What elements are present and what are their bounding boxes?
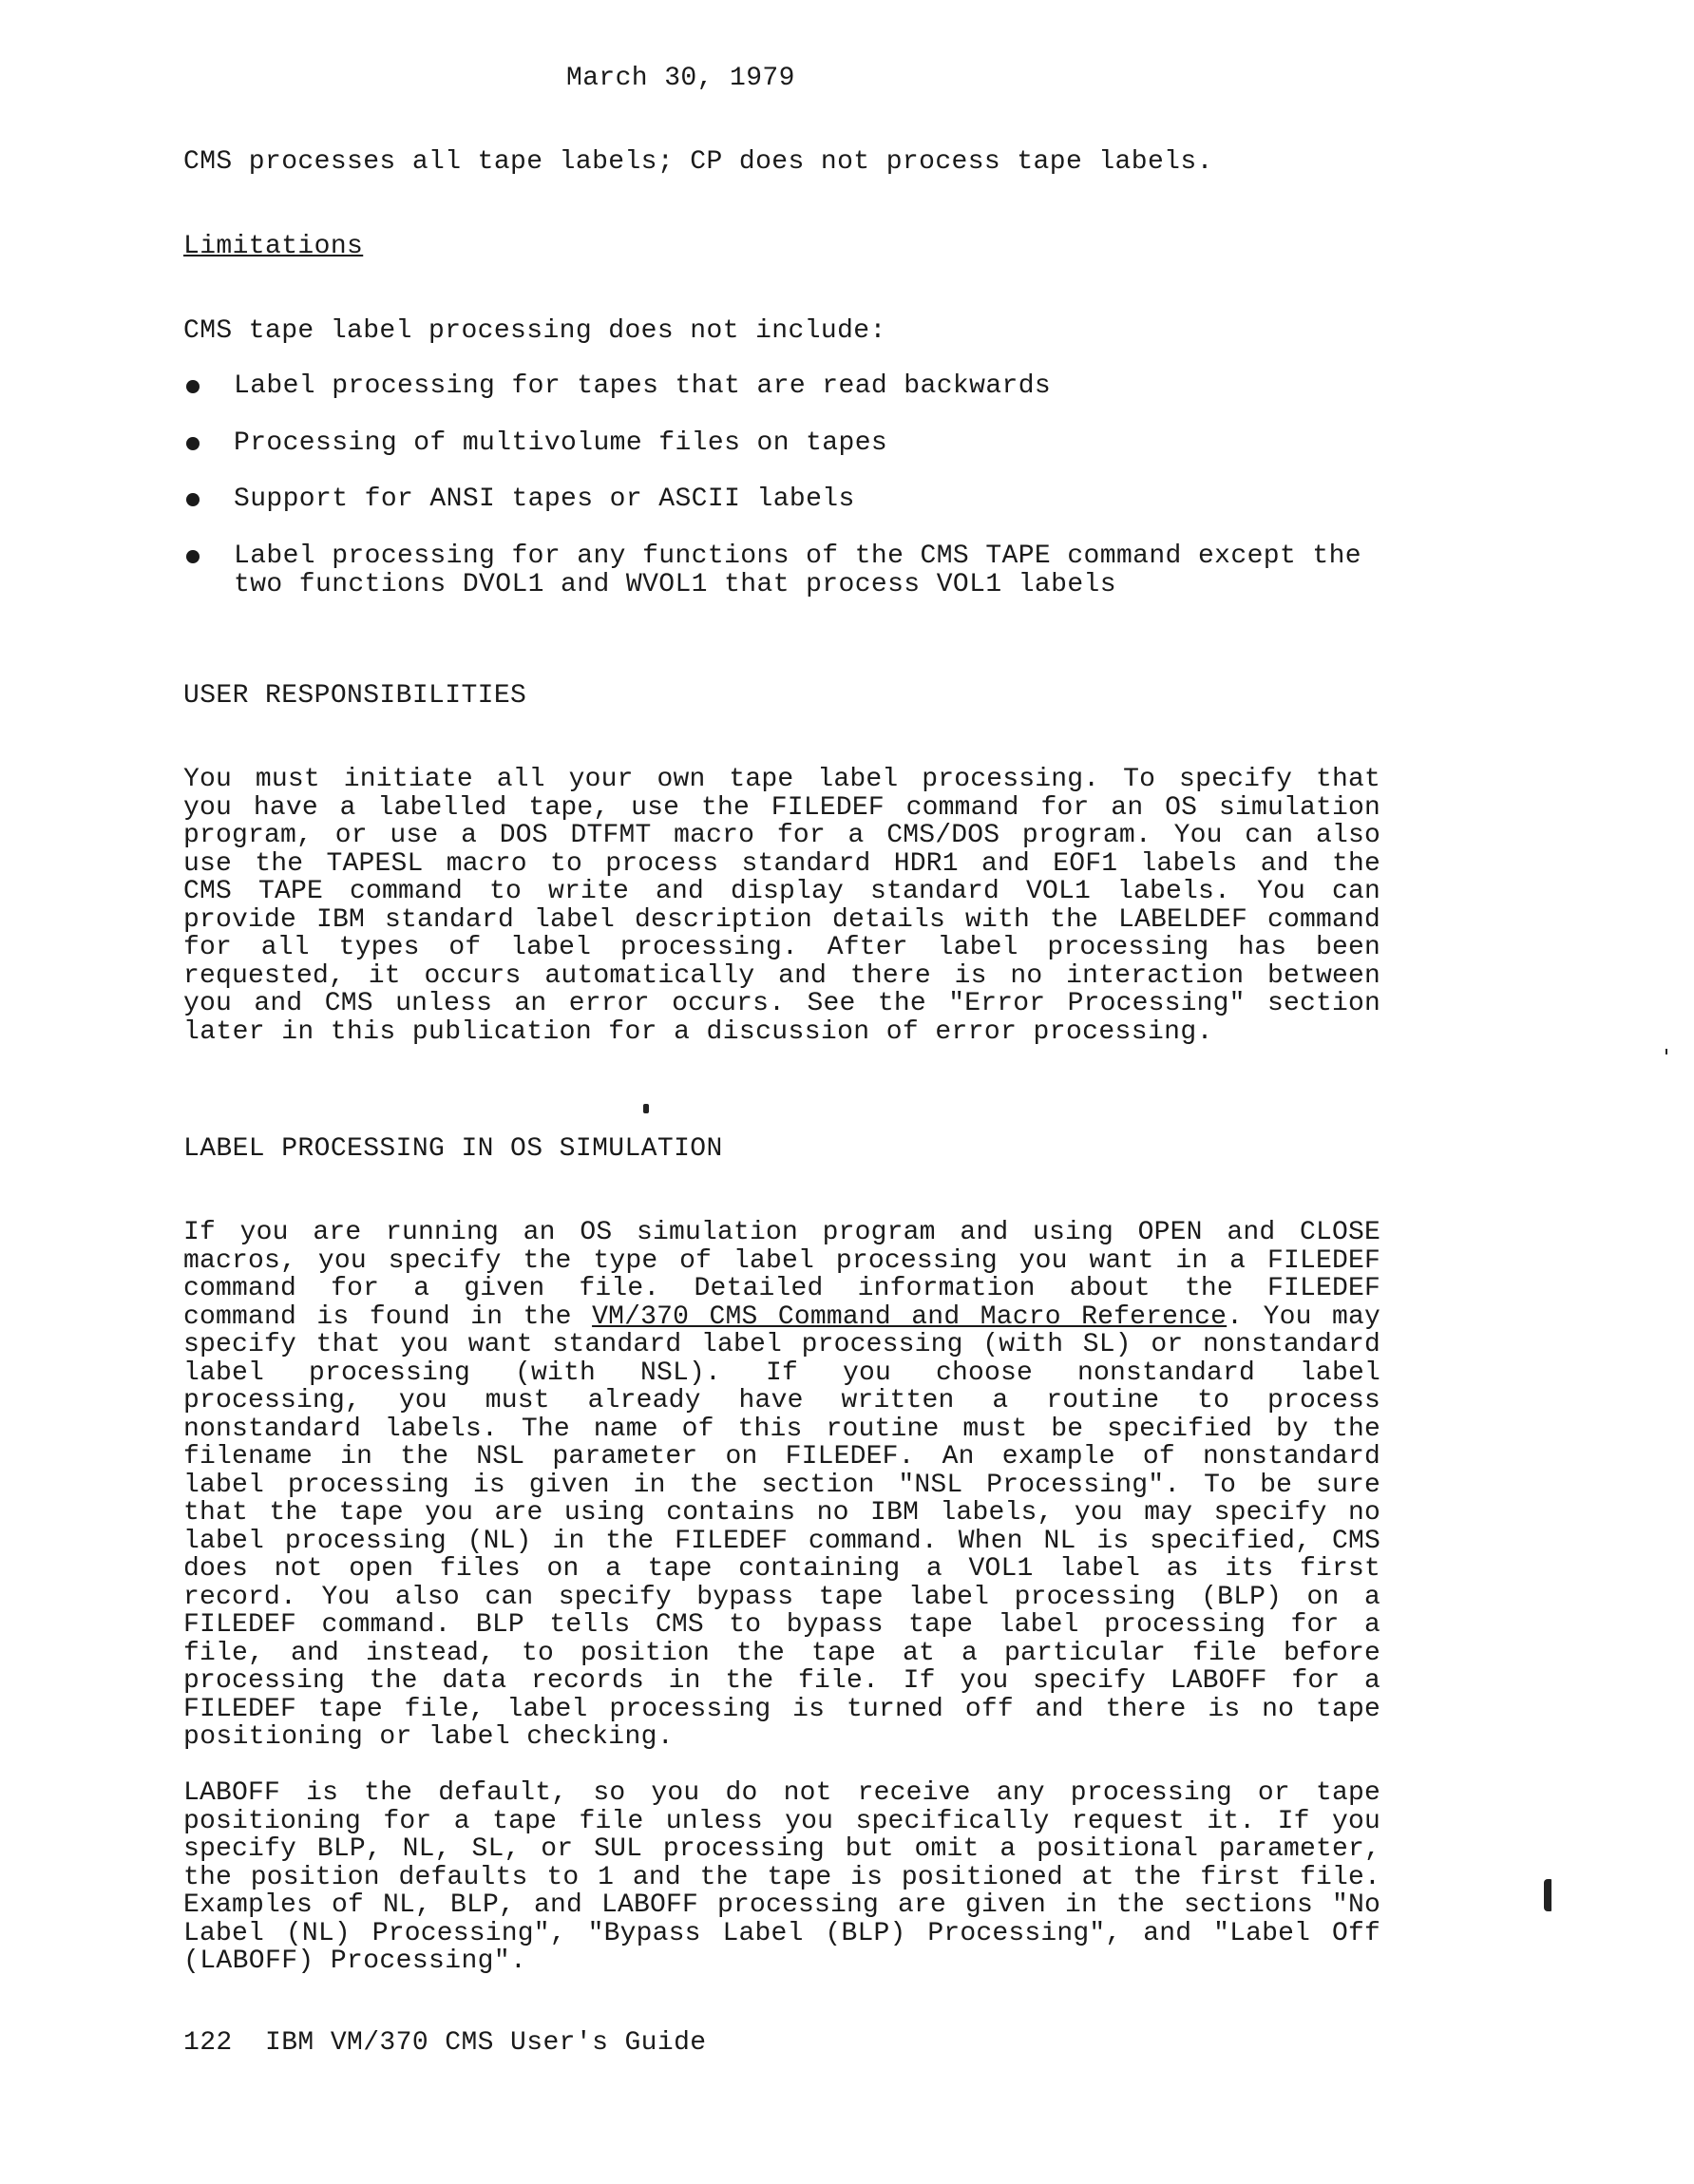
page-footer: 122 IBM VM/370 CMS User's Guide bbox=[183, 2028, 707, 2058]
paragraph-line: If you are running an OS simulation program and using OPEN and CLOSE bbox=[183, 1218, 1380, 1247]
limitation-item: Processing of multivolume files on tapes bbox=[234, 428, 888, 458]
section-heading-label-processing-os: LABEL PROCESSING IN OS SIMULATION bbox=[183, 1134, 723, 1164]
paragraph-line: FILEDEF tape file, label processing is turned off and there is no tape bbox=[183, 1695, 1380, 1724]
paragraph-line: processing, you must already have written a routine to process bbox=[183, 1386, 1380, 1415]
limitations-heading: Limitations bbox=[183, 232, 364, 261]
paragraph-line: LABOFF is the default, so you do not receive any processing or tape bbox=[183, 1778, 1380, 1808]
paragraph-line: specify BLP, NL, SL, or SUL processing but omit a positional parameter, bbox=[183, 1834, 1380, 1864]
paragraph-line: (LABOFF) Processing". bbox=[183, 1947, 527, 1976]
paragraph-line: Label (NL) Processing", "Bypass Label (BLP) Processing", and "Label Off bbox=[183, 1919, 1380, 1948]
paragraph-line: Examples of NL, BLP, and LABOFF processing are given in the sections "No bbox=[183, 1890, 1380, 1920]
stray-mark bbox=[643, 1104, 649, 1113]
bullet-dot bbox=[186, 380, 200, 393]
publication-reference: VM/370 CMS Command and Macro Reference bbox=[592, 1302, 1228, 1332]
paragraph-line: requested, it occurs automatically and there is no interaction between bbox=[183, 961, 1380, 991]
paragraph-line: macros, you specify the type of label processing you want in a FILEDEF bbox=[183, 1246, 1380, 1276]
paragraph-line: label processing (NL) in the FILEDEF command. When NL is specified, CMS bbox=[183, 1527, 1380, 1556]
paragraph-line: for all types of label processing. After label processing has been bbox=[183, 933, 1380, 962]
paragraph-line: use the TAPESL macro to process standard HDR1 and EOF1 labels and the bbox=[183, 849, 1380, 879]
bullet-dot bbox=[186, 550, 200, 563]
paragraph-line: program, or use a DOS DTFMT macro for a CMS/DOS program. You can also bbox=[183, 821, 1380, 850]
bullet-dot bbox=[186, 493, 200, 506]
paragraph-line: you have a labelled tape, use the FILEDEF command for an OS simulation bbox=[183, 793, 1380, 823]
paragraph-line: the position defaults to 1 and the tape is positioned at the first file. bbox=[183, 1863, 1380, 1892]
paragraph-line: You must initiate all your own tape label processing. To specify that bbox=[183, 765, 1380, 794]
limitations-lead: CMS tape label processing does not include: bbox=[183, 316, 886, 346]
paragraph-line: positioning or label checking. bbox=[183, 1722, 675, 1752]
section-heading-user-responsibilities: USER RESPONSIBILITIES bbox=[183, 681, 527, 711]
paragraph-line: positioning for a tape file unless you specifically request it. If you bbox=[183, 1807, 1380, 1836]
paragraph-line: label processing (with NSL). If you choose nonstandard label bbox=[183, 1358, 1380, 1388]
paragraph-line: later in this publication for a discussion of error processing. bbox=[183, 1017, 1213, 1047]
paragraph-line: processing the data records in the file. If you specify LABOFF for a bbox=[183, 1666, 1380, 1696]
paragraph-line: command for a given file. Detailed information about the FILEDEF bbox=[183, 1274, 1380, 1303]
limitation-item: Support for ANSI tapes or ASCII labels bbox=[234, 484, 855, 514]
paragraph-line: FILEDEF command. BLP tells CMS to bypass tape label processing for a bbox=[183, 1610, 1380, 1640]
paragraph-line: specify that you want standard label processing (with SL) or nonstandard bbox=[183, 1330, 1380, 1359]
margin-revision-mark bbox=[1544, 1879, 1551, 1911]
limitation-item: Label processing for tapes that are read backwards bbox=[234, 371, 1052, 401]
paragraph-line: that the tape you are using contains no IBM labels, you may specify no bbox=[183, 1498, 1380, 1528]
intro-text: CMS processes all tape labels; CP does not process tape labels. bbox=[183, 147, 1213, 177]
bullet-dot bbox=[186, 437, 200, 450]
stray-mark bbox=[1665, 1049, 1667, 1054]
paragraph-line: nonstandard labels. The name of this routine must be specified by the bbox=[183, 1415, 1380, 1444]
text-segment: command is found in the bbox=[183, 1302, 593, 1332]
paragraph-line: does not open files on a tape containing a VOL1 label as its first bbox=[183, 1554, 1380, 1584]
text-segment: . You may bbox=[1227, 1302, 1380, 1332]
paragraph-line: you and CMS unless an error occurs. See the "Error Processing" section bbox=[183, 989, 1380, 1018]
paragraph-line: label processing is given in the section "NSL Processing". To be sure bbox=[183, 1471, 1380, 1500]
page-date: March 30, 1979 bbox=[566, 64, 795, 93]
paragraph-line-with-reference bbox=[183, 1303, 1380, 1332]
paragraph-line: filename in the NSL parameter on FILEDEF. An example of nonstandard bbox=[183, 1442, 1380, 1472]
limitation-item-continuation: two functions DVOL1 and WVOL1 that process VOL1 labels bbox=[234, 570, 1116, 599]
paragraph-line: provide IBM standard label description details with the LABELDEF command bbox=[183, 905, 1380, 935]
paragraph-line: file, and instead, to position the tape at a particular file before bbox=[183, 1639, 1380, 1668]
paragraph-line: CMS TAPE command to write and display standard VOL1 labels. You can bbox=[183, 877, 1380, 906]
limitation-item: Label processing for any functions of the CMS TAPE command except the bbox=[234, 541, 1361, 571]
paragraph-line: record. You also can specify bypass tape label processing (BLP) on a bbox=[183, 1583, 1380, 1612]
